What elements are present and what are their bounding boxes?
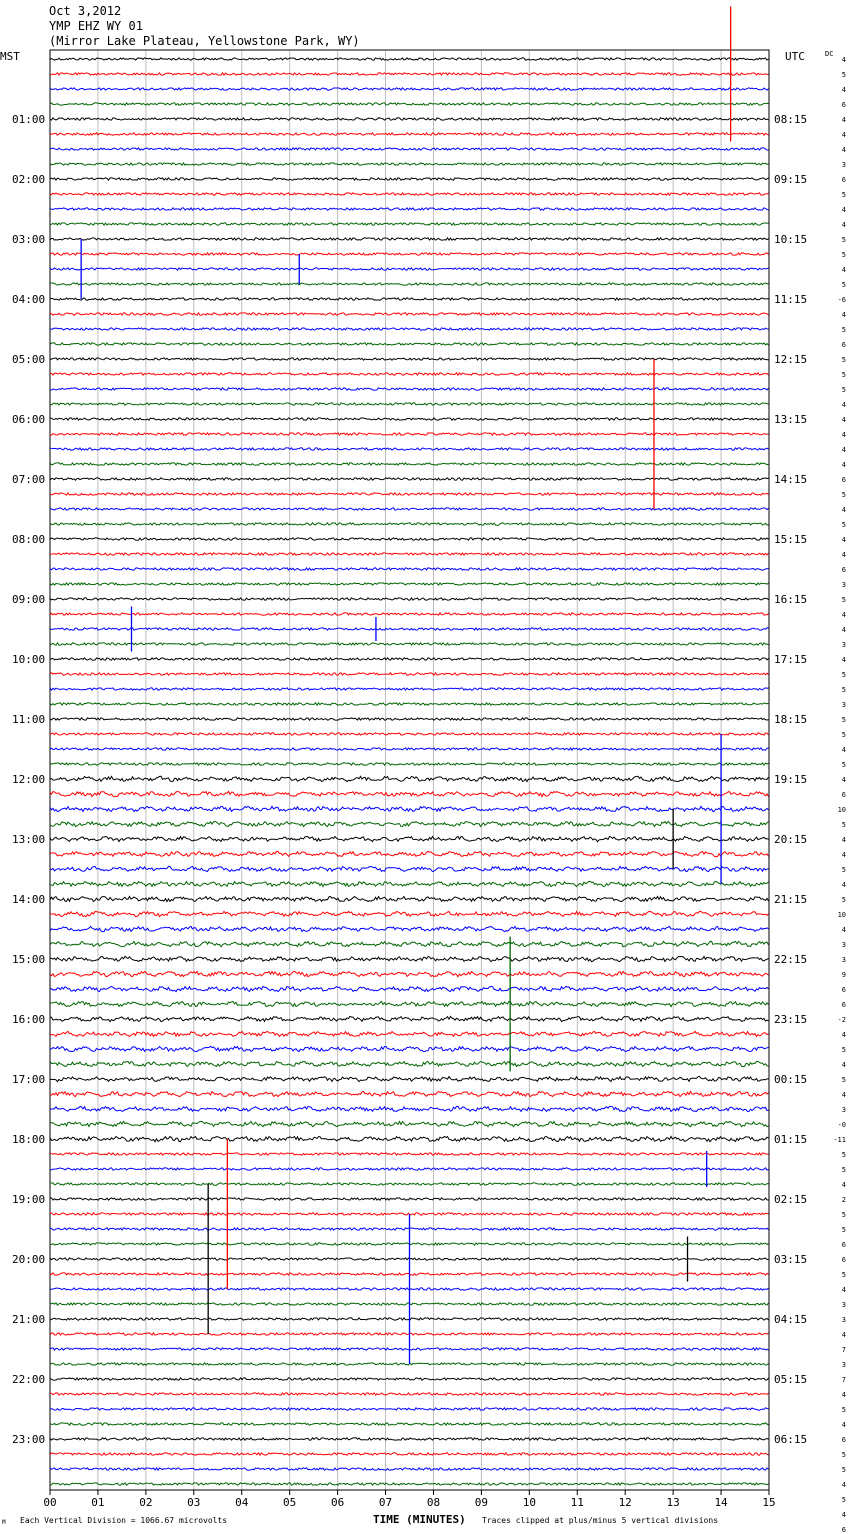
dc-offset-value: 4 xyxy=(841,1391,846,1399)
dc-offset-value: 4 xyxy=(841,506,846,514)
x-tick-label: 10 xyxy=(522,1496,536,1509)
right-hour-label: 02:15 xyxy=(774,1193,808,1206)
dc-offset-value: 6 xyxy=(841,476,846,484)
trace-row xyxy=(50,613,769,615)
dc-offset-labels xyxy=(833,56,846,1534)
chart-station: YMP EHZ WY 01 xyxy=(49,19,143,33)
trace-row xyxy=(50,1106,769,1111)
dc-offset-value: 4 xyxy=(841,431,846,439)
dc-offset-value: 4 xyxy=(841,131,846,139)
trace-row xyxy=(50,926,769,931)
dc-offset-value: 4 xyxy=(841,221,846,229)
dc-offset-value: 4 xyxy=(841,116,846,124)
right-hour-label: 09:15 xyxy=(774,173,808,186)
dc-offset-value: 6 xyxy=(841,1436,846,1444)
x-tick-label: 00 xyxy=(43,1496,57,1509)
dc-offset-value: 4 xyxy=(841,56,846,64)
dc-offset-value: -6 xyxy=(837,296,846,304)
trace-row xyxy=(50,733,769,735)
dc-offset-value: 4 xyxy=(841,461,846,469)
dc-offset-value: 4 xyxy=(841,1031,846,1039)
left-hour-label: 13:00 xyxy=(12,833,46,846)
left-hour-label: 05:00 xyxy=(12,353,46,366)
trace-row xyxy=(50,1198,769,1200)
right-hour-label: 11:15 xyxy=(774,293,808,306)
trace-row xyxy=(50,508,769,510)
dc-offset-value: 7 xyxy=(841,1376,846,1384)
dc-offset-value: 5 xyxy=(841,1466,846,1474)
trace-row xyxy=(50,1076,769,1081)
trace-row xyxy=(50,1016,769,1021)
x-tick-label: 12 xyxy=(618,1496,632,1509)
trace-row xyxy=(50,703,769,705)
trace-row xyxy=(50,1183,769,1185)
trace-row xyxy=(50,763,769,765)
trace-row xyxy=(50,1483,769,1485)
dc-offset-value: 4 xyxy=(841,1421,846,1429)
right-hour-label: 01:15 xyxy=(774,1133,808,1146)
trace-row xyxy=(50,268,769,270)
trace-row xyxy=(50,791,769,796)
right-hour-label: 20:15 xyxy=(774,833,808,846)
x-tick-label: 14 xyxy=(714,1496,728,1509)
dc-offset-value: 5 xyxy=(841,716,846,724)
trace-row xyxy=(50,163,769,165)
event-spikes xyxy=(81,7,730,1365)
trace-row xyxy=(50,238,769,240)
trace-row xyxy=(50,643,769,645)
trace-row xyxy=(50,523,769,525)
trace-row xyxy=(50,658,769,660)
dc-offset-value: -0 xyxy=(837,1121,846,1129)
left-hour-label: 01:00 xyxy=(12,113,46,126)
dc-offset-value: 10 xyxy=(837,806,846,814)
dc-offset-value: 4 xyxy=(841,746,846,754)
trace-row xyxy=(50,1001,769,1006)
dc-offset-value: 4 xyxy=(841,776,846,784)
right-hour-label: 12:15 xyxy=(774,353,808,366)
dc-offset-value: 5 xyxy=(841,686,846,694)
trace-row xyxy=(50,283,769,285)
trace-row xyxy=(50,223,769,225)
right-hour-label: 05:15 xyxy=(774,1373,808,1386)
dc-offset-value: 5 xyxy=(841,1211,846,1219)
right-hour-label: 03:15 xyxy=(774,1253,808,1266)
x-tick-label: 11 xyxy=(570,1496,584,1509)
dc-offset-value: 4 xyxy=(841,416,846,424)
x-tick-label: 13 xyxy=(666,1496,680,1509)
dc-offset-value: 5 xyxy=(841,731,846,739)
chart-footer xyxy=(2,1513,718,1526)
x-tick-label: 03 xyxy=(187,1496,201,1509)
trace-row xyxy=(50,896,769,901)
left-hour-label: 14:00 xyxy=(12,893,46,906)
trace-row xyxy=(50,941,769,946)
left-hour-label: 16:00 xyxy=(12,1013,46,1026)
dc-offset-value: 4 xyxy=(841,881,846,889)
dc-offset-value: 6 xyxy=(841,791,846,799)
dc-offset-value: 4 xyxy=(841,1481,846,1489)
left-hour-label: 22:00 xyxy=(12,1373,46,1386)
dc-offset-value: 3 xyxy=(841,641,846,649)
trace-row xyxy=(50,58,769,60)
trace-row xyxy=(50,866,769,871)
right-hour-label: 06:15 xyxy=(774,1433,808,1446)
right-hour-label: 18:15 xyxy=(774,713,808,726)
trace-row xyxy=(50,568,769,570)
right-axis-title: UTC xyxy=(785,50,805,63)
trace-row xyxy=(50,463,769,465)
trace-row xyxy=(50,478,769,480)
x-tick-label: 08 xyxy=(426,1496,441,1509)
trace-row xyxy=(50,88,769,90)
dc-offset-value: 6 xyxy=(841,1001,846,1009)
dc-offset-value: 3 xyxy=(841,1361,846,1369)
left-hour-label: 03:00 xyxy=(12,233,46,246)
trace-row xyxy=(50,253,769,255)
dc-offset-value: 4 xyxy=(841,536,846,544)
dc-offset-value: 5 xyxy=(841,1151,846,1159)
trace-row xyxy=(50,1393,769,1395)
left-hour-label: 19:00 xyxy=(12,1193,46,1206)
trace-row xyxy=(50,688,769,690)
dc-offset-value: 9 xyxy=(841,971,846,979)
dc-offset-value: 5 xyxy=(841,326,846,334)
left-hour-label: 02:00 xyxy=(12,173,46,186)
trace-row xyxy=(50,1468,769,1470)
right-hour-label: 08:15 xyxy=(774,113,808,126)
trace-row xyxy=(50,418,769,420)
left-hour-labels xyxy=(12,113,45,1446)
dc-offset-value: 4 xyxy=(841,656,846,664)
trace-row xyxy=(50,553,769,555)
left-hour-label: 17:00 xyxy=(12,1073,46,1086)
right-hour-label: 16:15 xyxy=(774,593,808,606)
dc-offset-value: 6 xyxy=(841,101,846,109)
dc-offset-value: 3 xyxy=(841,941,846,949)
trace-row xyxy=(50,538,769,540)
left-hour-label: 07:00 xyxy=(12,473,46,486)
trace-row xyxy=(50,1091,769,1096)
dc-offset-value: 3 xyxy=(841,161,846,169)
chart-location: (Mirror Lake Plateau, Yellowstone Park, WY) xyxy=(49,34,360,48)
trace-row xyxy=(50,881,769,886)
dc-offset-value: 4 xyxy=(841,926,846,934)
trace-row xyxy=(50,193,769,195)
trace-row xyxy=(50,821,769,826)
dc-offset-value: 5 xyxy=(841,1226,846,1234)
trace-row xyxy=(50,448,769,450)
dc-offset-value: 3 xyxy=(841,956,846,964)
left-hour-label: 18:00 xyxy=(12,1133,46,1146)
trace-row xyxy=(50,493,769,495)
dc-offset-value: 4 xyxy=(841,836,846,844)
trace-row xyxy=(50,628,769,630)
dc-offset-value: 2 xyxy=(841,1196,846,1204)
trace-row xyxy=(50,851,769,856)
dc-offset-value: 5 xyxy=(841,866,846,874)
dc-offset-value: -2 xyxy=(837,1016,846,1024)
dc-offset-value: 5 xyxy=(841,71,846,79)
dc-offset-value: 5 xyxy=(841,1451,846,1459)
trace-row xyxy=(50,373,769,375)
trace-row xyxy=(50,433,769,435)
x-axis-label: TIME (MINUTES) xyxy=(373,1513,466,1526)
x-tick-label: 01 xyxy=(91,1496,105,1509)
dc-offset-value: 4 xyxy=(841,626,846,634)
dc-label: DC xyxy=(825,50,834,58)
trace-row xyxy=(50,298,769,300)
x-axis xyxy=(43,1490,775,1509)
trace-row xyxy=(50,1423,769,1425)
dc-offset-value: 5 xyxy=(841,386,846,394)
trace-row xyxy=(50,673,769,675)
left-hour-label: 23:00 xyxy=(12,1433,46,1446)
dc-offset-value: 6 xyxy=(841,1526,846,1534)
dc-offset-value: 5 xyxy=(841,1406,846,1414)
trace-row xyxy=(50,718,769,720)
trace-row xyxy=(50,1168,769,1170)
trace-row xyxy=(50,313,769,315)
left-axis-title: MST xyxy=(0,50,20,63)
dc-offset-value: 6 xyxy=(841,176,846,184)
dc-offset-value: 4 xyxy=(841,1511,846,1519)
right-hour-label: 00:15 xyxy=(774,1073,808,1086)
dc-offset-value: 5 xyxy=(841,1496,846,1504)
right-hour-label: 19:15 xyxy=(774,773,808,786)
corner-mark: M xyxy=(2,1519,6,1526)
dc-offset-value: 4 xyxy=(841,1091,846,1099)
right-hour-label: 22:15 xyxy=(774,953,808,966)
trace-row xyxy=(50,1408,769,1410)
trace-row xyxy=(50,776,769,781)
x-tick-label: 07 xyxy=(378,1496,393,1509)
right-hour-label: 21:15 xyxy=(774,893,808,906)
dc-offset-value: 5 xyxy=(841,521,846,529)
dc-offset-value: 3 xyxy=(841,701,846,709)
trace-row xyxy=(50,103,769,105)
trace-row xyxy=(50,118,769,120)
left-hour-label: 08:00 xyxy=(12,533,46,546)
dc-offset-value: 4 xyxy=(841,851,846,859)
trace-row xyxy=(50,358,769,360)
trace-row xyxy=(50,1061,769,1066)
trace-row xyxy=(50,748,769,750)
left-hour-label: 06:00 xyxy=(12,413,46,426)
trace-row xyxy=(50,1121,769,1126)
x-tick-label: 09 xyxy=(474,1496,489,1509)
dc-offset-value: 4 xyxy=(841,1331,846,1339)
left-hour-label: 12:00 xyxy=(12,773,46,786)
dc-offset-value: 6 xyxy=(841,1256,846,1264)
trace-row xyxy=(50,971,769,976)
dc-offset-value: 4 xyxy=(841,146,846,154)
dc-offset-value: 7 xyxy=(841,1346,846,1354)
trace-row xyxy=(50,911,769,916)
dc-offset-value: 5 xyxy=(841,671,846,679)
trace-row xyxy=(50,598,769,600)
dc-offset-value: 4 xyxy=(841,1181,846,1189)
dc-offset-value: 3 xyxy=(841,581,846,589)
left-hour-label: 11:00 xyxy=(12,713,46,726)
scale-note: Each Vertical Division = 1066.67 microvolts xyxy=(20,1516,228,1525)
left-hour-label: 09:00 xyxy=(12,593,46,606)
trace-row xyxy=(50,403,769,405)
dc-offset-value: -11 xyxy=(833,1136,846,1144)
dc-offset-value: 10 xyxy=(837,911,846,919)
trace-row xyxy=(50,343,769,345)
left-hour-label: 15:00 xyxy=(12,953,46,966)
x-tick-label: 05 xyxy=(283,1496,297,1509)
trace-row xyxy=(50,73,769,75)
dc-offset-value: 6 xyxy=(841,341,846,349)
dc-offset-value: 3 xyxy=(841,1301,846,1309)
dc-offset-value: 5 xyxy=(841,491,846,499)
trace-row xyxy=(50,388,769,390)
trace-row xyxy=(50,328,769,330)
dc-offset-value: 6 xyxy=(841,566,846,574)
dc-offset-value: 4 xyxy=(841,401,846,409)
trace-row xyxy=(50,1031,769,1036)
dc-offset-value: 5 xyxy=(841,191,846,199)
right-hour-label: 17:15 xyxy=(774,653,808,666)
right-hour-label: 04:15 xyxy=(774,1313,808,1326)
dc-offset-value: 4 xyxy=(841,1061,846,1069)
dc-offset-value: 4 xyxy=(841,611,846,619)
dc-offset-value: 5 xyxy=(841,281,846,289)
x-tick-label: 06 xyxy=(330,1496,345,1509)
dc-offset-value: 5 xyxy=(841,251,846,259)
right-hour-label: 14:15 xyxy=(774,473,808,486)
x-tick-label: 04 xyxy=(235,1496,249,1509)
dc-offset-value: 4 xyxy=(841,1286,846,1294)
trace-row xyxy=(50,836,769,841)
dc-offset-value: 4 xyxy=(841,206,846,214)
chart-header xyxy=(49,4,360,48)
dc-offset-value: 5 xyxy=(841,896,846,904)
trace-row xyxy=(50,208,769,210)
dc-offset-value: 5 xyxy=(841,356,846,364)
right-hour-label: 13:15 xyxy=(774,413,808,426)
right-hour-label: 23:15 xyxy=(774,1013,808,1026)
dc-offset-value: 5 xyxy=(841,1076,846,1084)
dc-offset-value: 6 xyxy=(841,1241,846,1249)
dc-offset-value: 5 xyxy=(841,596,846,604)
x-tick-label: 15 xyxy=(762,1496,776,1509)
clip-note: Traces clipped at plus/minus 5 vertical divisions xyxy=(482,1516,719,1525)
trace-row xyxy=(50,1136,769,1141)
trace-row xyxy=(50,1438,769,1440)
trace-row xyxy=(50,133,769,135)
dc-offset-value: 4 xyxy=(841,551,846,559)
dc-offset-value: 5 xyxy=(841,761,846,769)
trace-row xyxy=(50,1453,769,1455)
dc-offset-value: 5 xyxy=(841,1046,846,1054)
right-hour-label: 15:15 xyxy=(774,533,808,546)
right-hour-label: 10:15 xyxy=(774,233,808,246)
dc-offset-value: 6 xyxy=(841,986,846,994)
trace-row xyxy=(50,148,769,150)
right-hour-labels xyxy=(774,113,807,1446)
left-hour-label: 21:00 xyxy=(12,1313,46,1326)
dc-offset-value: 3 xyxy=(841,1106,846,1114)
left-hour-label: 20:00 xyxy=(12,1253,46,1266)
trace-row xyxy=(50,986,769,991)
dc-offset-value: 4 xyxy=(841,86,846,94)
left-hour-label: 10:00 xyxy=(12,653,46,666)
dc-offset-value: 5 xyxy=(841,1271,846,1279)
trace-row xyxy=(50,1153,769,1155)
dc-offset-value: 5 xyxy=(841,821,846,829)
x-tick-label: 02 xyxy=(139,1496,153,1509)
dc-offset-value: 5 xyxy=(841,371,846,379)
trace-row xyxy=(50,1046,769,1051)
dc-offset-value: 4 xyxy=(841,311,846,319)
dc-offset-value: 4 xyxy=(841,266,846,274)
dc-offset-value: 5 xyxy=(841,236,846,244)
dc-offset-value: 4 xyxy=(841,446,846,454)
trace-row xyxy=(50,1378,769,1380)
trace-row xyxy=(50,956,769,961)
dc-offset-value: 3 xyxy=(841,1316,846,1324)
left-hour-label: 04:00 xyxy=(12,293,46,306)
chart-date: Oct 3,2012 xyxy=(49,4,122,18)
trace-row xyxy=(50,178,769,180)
dc-offset-value: 5 xyxy=(841,1166,846,1174)
trace-row xyxy=(50,583,769,585)
trace-row xyxy=(50,806,769,811)
